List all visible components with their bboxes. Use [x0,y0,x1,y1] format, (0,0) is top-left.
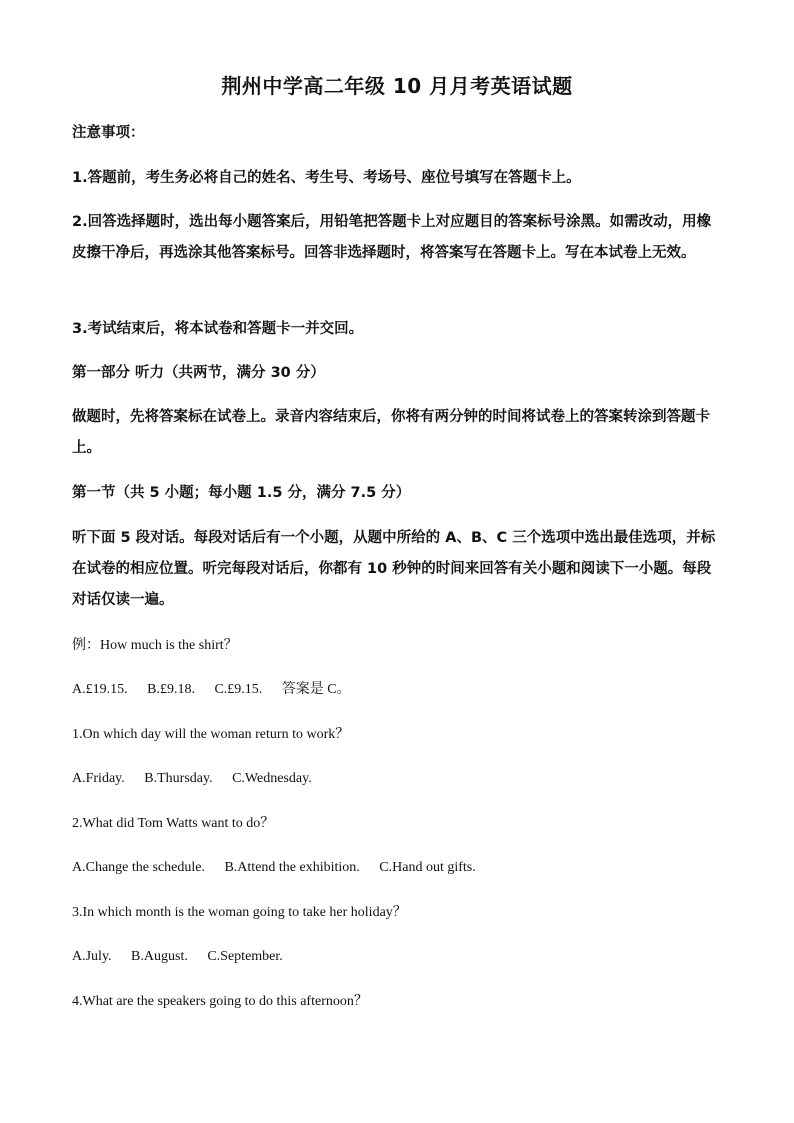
example-option-b: B.£9.18. [147,682,195,697]
question-3: 3.In which month is the woman going to take her holiday？ [72,905,407,920]
q3-option-c: C.September. [207,949,283,964]
example-question: 例：How much is the shirt？ [72,638,238,653]
q3-option-a: A.July. [72,949,112,964]
q2-option-a: A.Change the schedule. [72,860,205,875]
section1-instructions: 听下面 5 段对话。每段对话后有一个小题，从题中所给的 A、B、C 三个选项中选出最佳选项，并标在试卷的相应位置。听完每段对话后，你都有 10 秒钟的时间来回答有关小题和阅读下一小题。每段对话仅读一遍。 [72,530,716,608]
example-answer: 答案是 C。 [281,682,351,697]
notice-item-1: 1.答题前，考生务必将自己的姓名、考生号、考场号、座位号填写在答题卡上。 [72,170,581,186]
example-option-c: C.£9.15. [214,682,263,697]
notice-item-3: 3.考试结束后，将本试卷和答题卡一并交回。 [72,321,364,337]
part1-instructions: 做题时，先将答案标在试卷上。录音内容结束后，你将有两分钟的时间将试卷上的答案转涂到答题卡上。 [72,409,710,456]
question-1: 1.On which day will the woman return to work？ [72,727,350,742]
question-2: 2.What did Tom Watts want to do？ [72,816,275,831]
question-2-options [72,858,724,878]
q1-option-b: B.Thursday. [144,771,213,786]
example-options [72,680,724,700]
notice-heading: 注意事项： [72,125,145,141]
q2-option-b: B.Attend the exhibition. [224,860,360,875]
question-3-options [72,947,724,967]
q1-option-c: C.Wednesday. [232,771,312,786]
question-4: 4.What are the speakers going to do this afternoon？ [72,994,368,1009]
exam-title: 荆州中学高二年级 10 月月考英语试题 [221,74,573,98]
example-option-a: A.£19.15. [72,682,128,697]
question-1-options [72,769,724,789]
q1-option-a: A.Friday. [72,771,125,786]
q2-option-c: C.Hand out gifts. [379,860,476,875]
section1-heading: 第一节（共 5 小题；每小题 1.5 分，满分 7.5 分） [72,485,411,501]
q3-option-b: B.August. [131,949,188,964]
part1-heading: 第一部分 听力（共两节，满分 30 分） [72,365,325,381]
notice-item-2: 2.回答选择题时，选出每小题答案后，用铅笔把答题卡上对应题目的答案标号涂黑。如需改动，用橡皮擦干净后，再选涂其他答案标号。回答非选择题时，将答案写在答题卡上。写在本试卷上无效。 [72,214,712,261]
